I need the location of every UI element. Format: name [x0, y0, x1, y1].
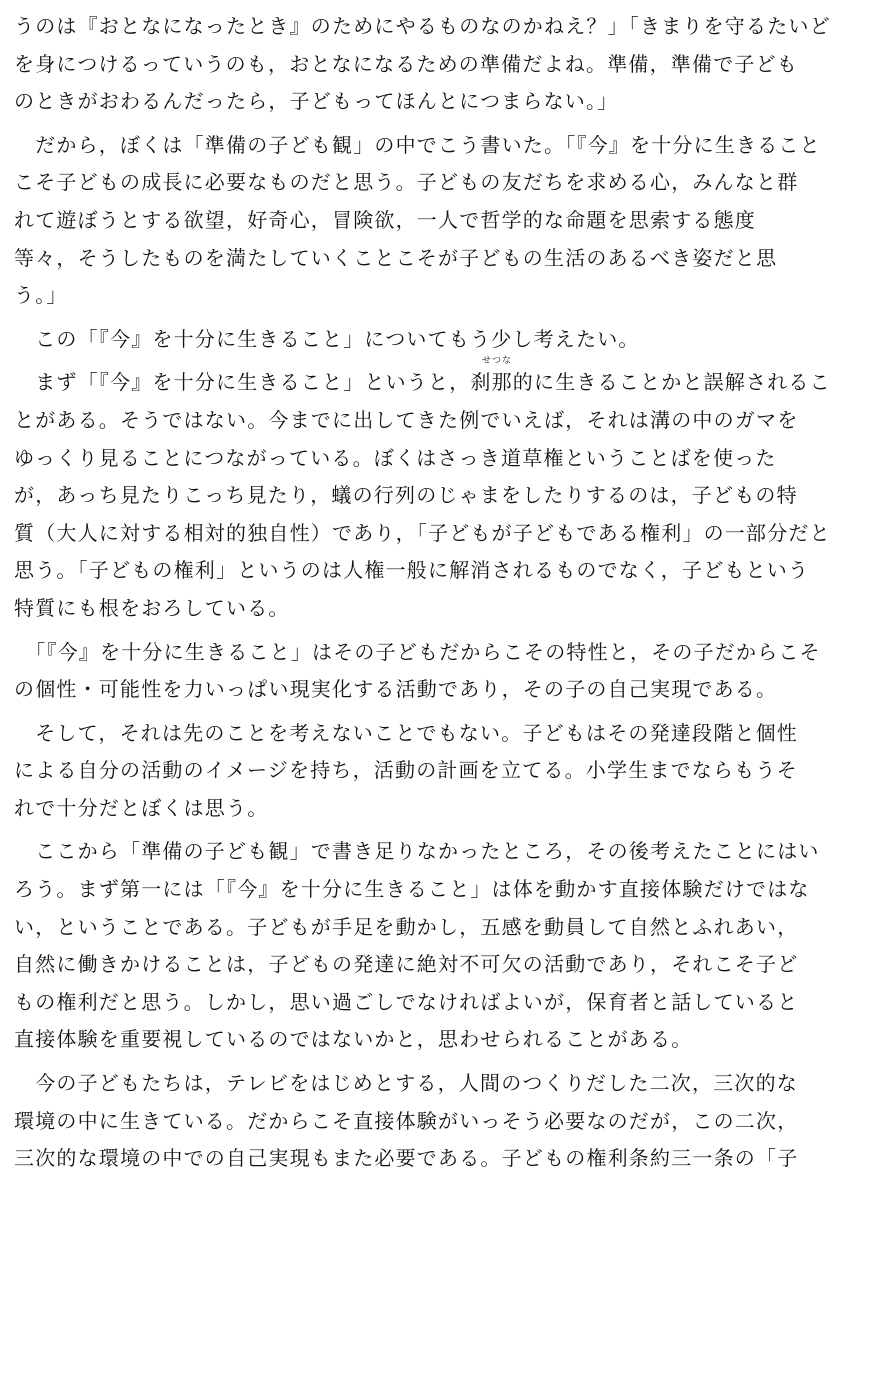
text-line: ここから「準備の子ども観」で書き足りなかったところ，その後考えたことにはい [14, 839, 820, 864]
document-page [14, 8, 862, 1178]
text-line: 直接体験を重要視しているのではないかと，思わせられることがある。 [14, 1027, 693, 1052]
paragraph [14, 833, 862, 1059]
text-line [14, 356, 862, 402]
text-line: 環境の中に生きている。だからこそ直接体験がいっそう必要なのだが，この二次， [14, 1108, 799, 1133]
text-line: そして，それは先のことを考えないことでもない。子どもはその発達段階と個性 [14, 720, 798, 745]
text-line: のときがおわるんだったら，子どもってほんとにつまらない。」 [14, 89, 619, 114]
text-line: ろう。まず第一には「『今』を十分に生きること」は体を動かす直接体験だけではな [14, 877, 810, 902]
text-line: い，ということである。子どもが手足を動かし，五感を動員して自然とふれあい， [14, 914, 799, 939]
text-line: もの権利だと思う。しかし，思い過ごしでなければよいが，保育者と話していると [14, 989, 799, 1014]
text-line: 三次的な環境の中での自己実現もまた必要である。子どもの権利条約三一条の「子 [14, 1146, 799, 1171]
text-line: う。」 [14, 283, 68, 308]
text-line: による自分の活動のイメージを持ち，活動の計画を立てる。小学生までならもうそ [14, 758, 798, 783]
text-line: 質（大人に対する相対的独自性）であり，「子どもが子どもである権利」の一部分だと [14, 520, 831, 545]
text-line: れて遊ぼうとする欲望，好奇心，冒険欲，一人で哲学的な命題を思索する態度 [14, 207, 756, 232]
text-line: れで十分だとぼくは思う。 [14, 795, 269, 820]
text-line-content: まず「『今』を十分に生きること」というと，刹那的に生きることかと誤解されるこ [14, 370, 831, 395]
text-line: 今の子どもたちは，テレビをはじめとする，人間のつくりだした二次，三次的な [14, 1071, 798, 1096]
text-line: この「『今』を十分に生きること」についてもう少し考えたい。 [14, 326, 640, 351]
paragraph [14, 321, 862, 359]
text-line: を身につけるっていうのも，おとなになるための準備だよね。準備，準備で子ども [14, 51, 798, 76]
text-line: 思う。「子どもの権利」というのは人権一般に解消されるものでなく，子どもという [14, 558, 810, 583]
text-line: うのは『おとなになったとき』のためにやるものなのかねえ？」「きまりを守るたいど [14, 14, 831, 38]
text-line: の個性・可能性を力いっぱい現実化する活動であり，その子の自己実現である。 [14, 677, 778, 702]
paragraph [14, 634, 862, 709]
text-line: 「『今』を十分に生きること」はその子どもだからこその特性と，その子だからこそ [14, 639, 821, 664]
paragraph [14, 127, 862, 315]
text-line: ゆっくり見ることにつながっている。ぼくはさっき道草権ということばを使った [14, 445, 777, 470]
text-line: 等々，そうしたものを満たしていくことこそが子どもの生活のあるべき姿だと思 [14, 245, 778, 270]
paragraph [14, 356, 862, 627]
text-line: こそ子どもの成長に必要なものだと思う。子どもの友だちを求める心，みんなと群 [14, 170, 799, 195]
paragraph [14, 1065, 862, 1178]
paragraph [14, 715, 862, 828]
text-line: とがある。そうではない。今までに出してきた例でいえば，それは溝の中のガマを [14, 407, 799, 432]
text-line: 自然に働きかけることは，子どもの発達に絶対不可欠の活動であり，それこそ子ど [14, 952, 799, 977]
text-line: 特質にも根をおろしている。 [14, 595, 290, 620]
text-line: だから，ぼくは「準備の子ども観」の中でこう書いた。「『今』を十分に生きること [14, 132, 821, 157]
text-line: が，あっち見たりこっち見たり，蟻の行列のじゃまをしたりするのは，子どもの特 [14, 483, 798, 508]
paragraph [14, 8, 862, 121]
furigana-reading: せつな [482, 356, 513, 367]
